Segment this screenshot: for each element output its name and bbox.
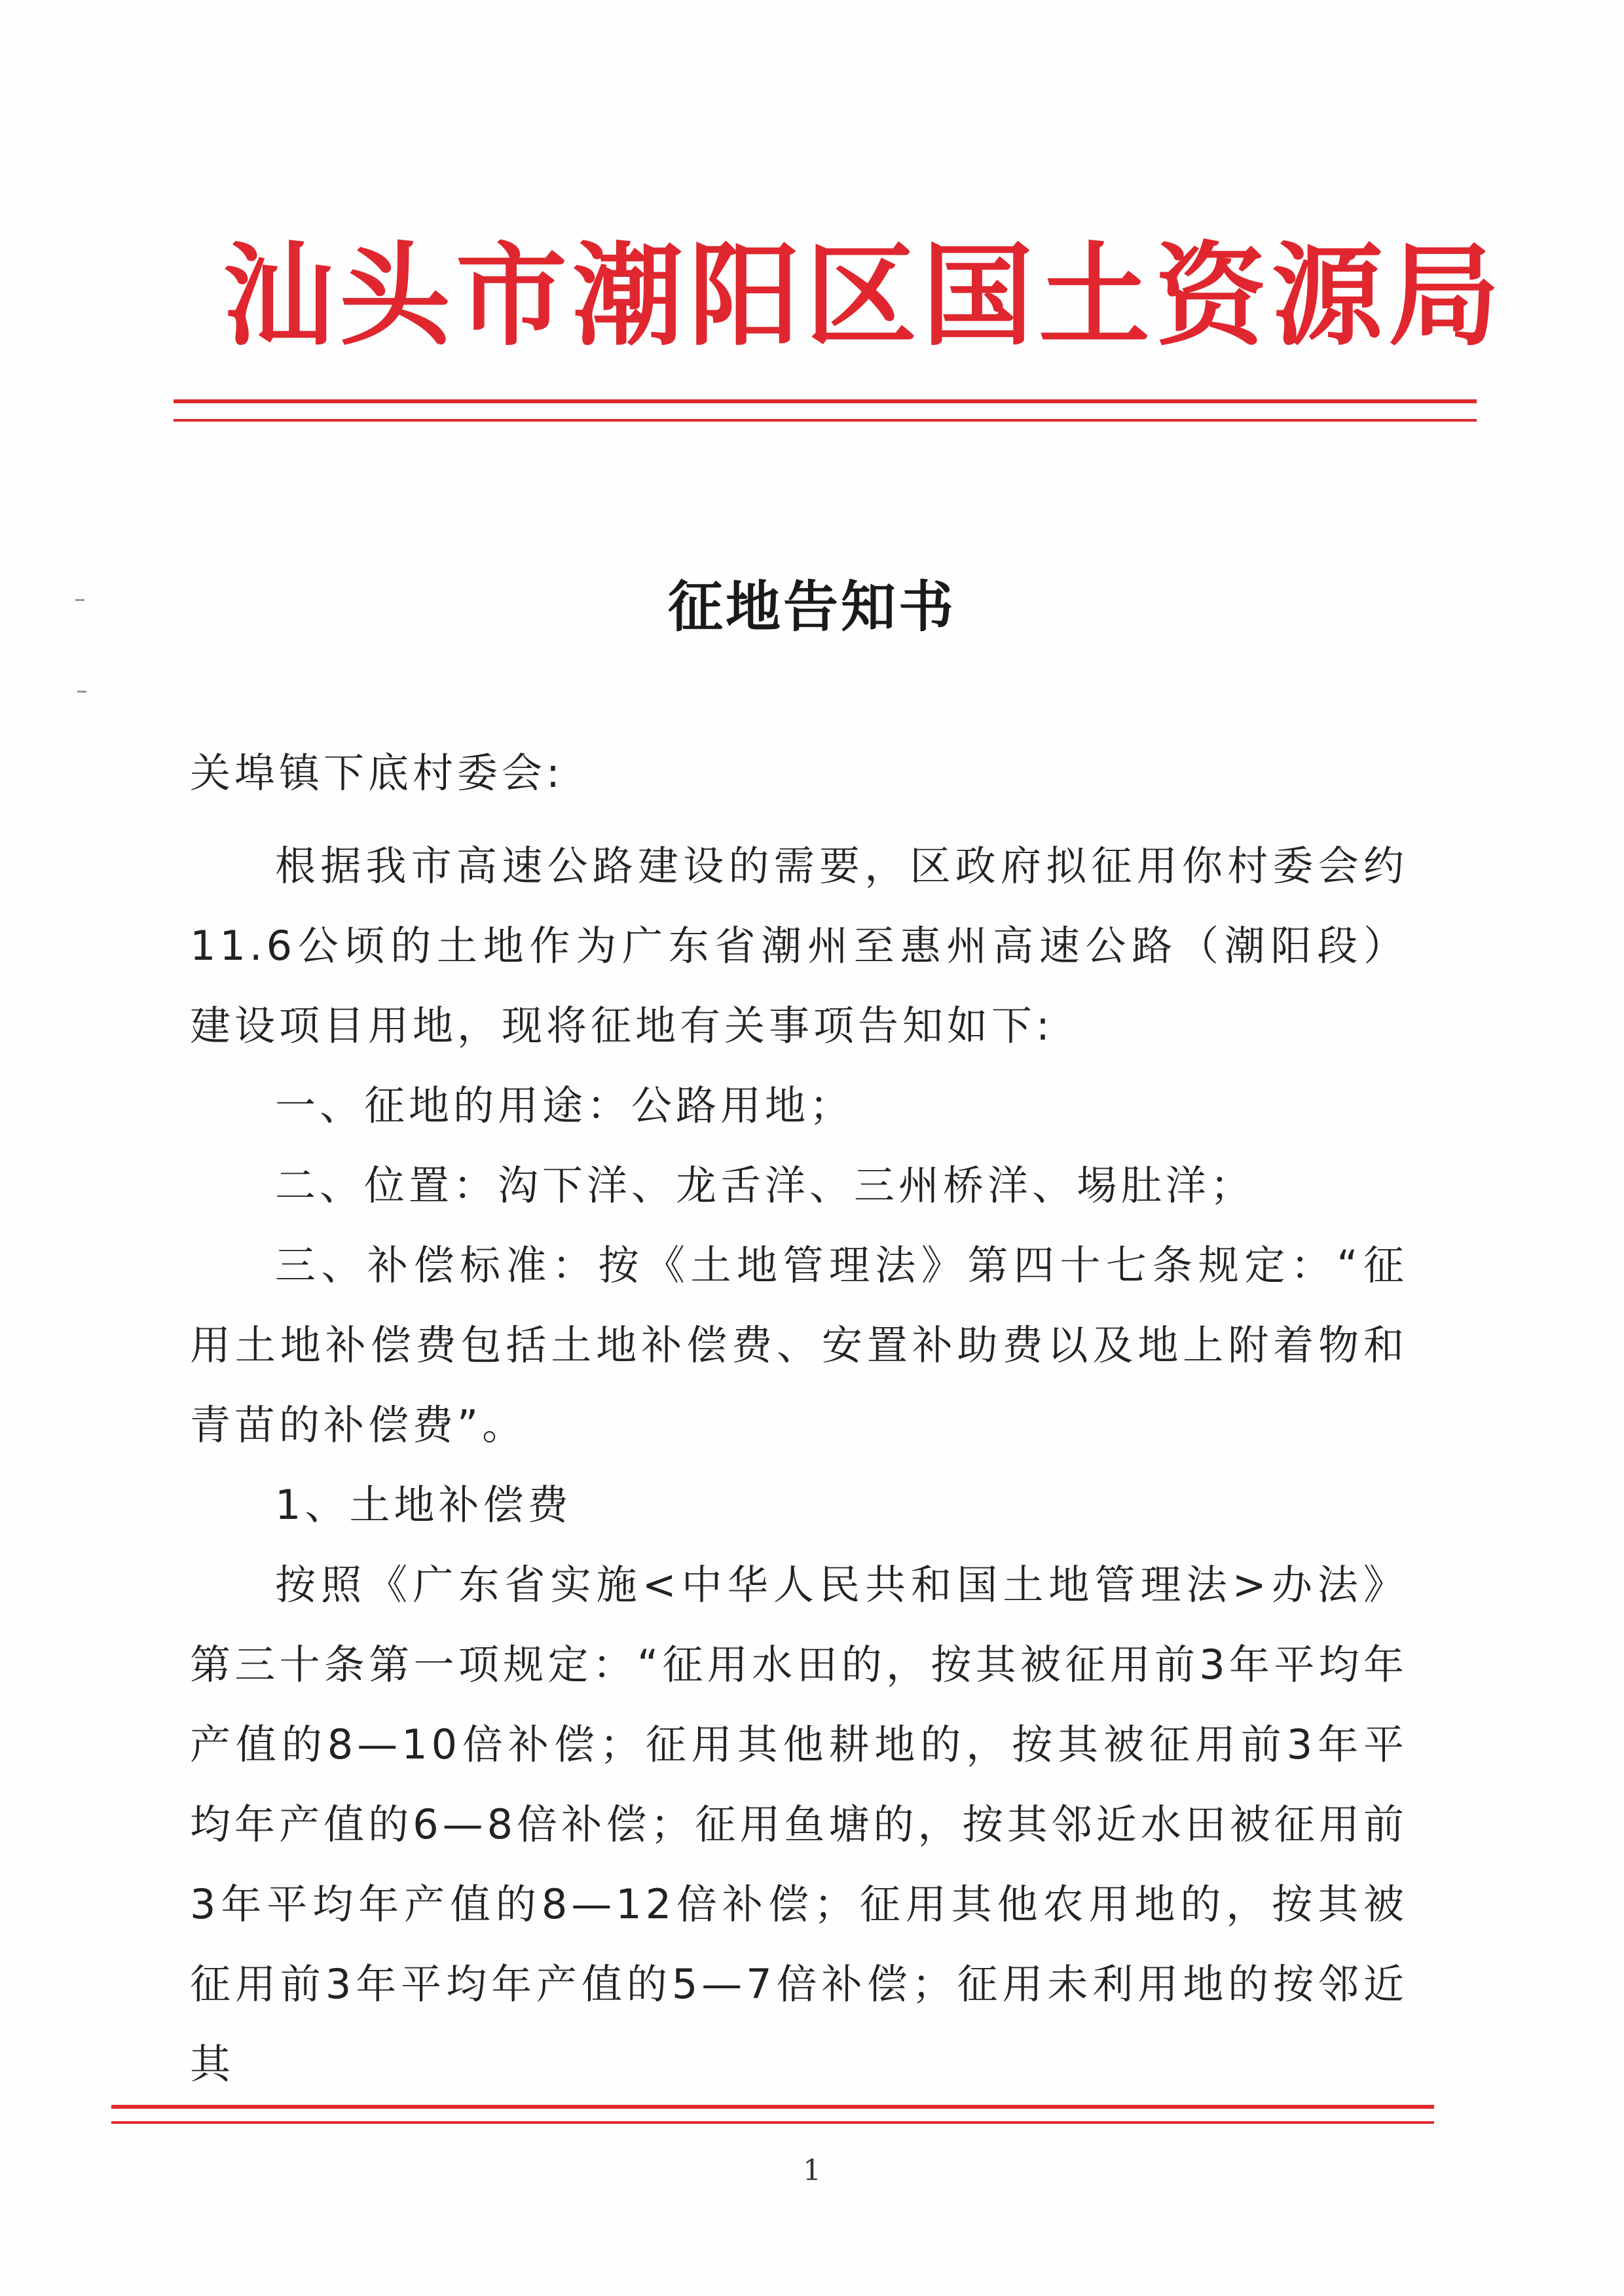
- letterhead-rule-bottom: [174, 419, 1477, 422]
- document-title: 征地告知书: [667, 574, 956, 639]
- salutation: 关埠镇下底村委会:: [190, 749, 564, 797]
- footer-rule-bottom: [111, 2121, 1434, 2124]
- paragraph-compensation-standard: 三、补偿标准：按《土地管理法》第四十七条规定：“征用土地补偿费包括土地补偿费、安置补助费以及地上附着物和青苗的补偿费”。: [190, 1241, 1408, 1449]
- paragraph-intro: 根据我市高速公路建设的需要，区政府拟征用你村委会约11.6公顷的土地作为广东省潮州至惠州高速公路（潮阳段）建设项目用地，现将征地有关事项告知如下:: [190, 842, 1408, 1049]
- paragraph-land-compensation-detail: 按照《广东省实施<中华人民共和国土地管理法>办法》第三十条第一项规定：“征用水田的，按其被征用前3年平均年产值的8—10倍补偿；征用其他耕地的，按其被征用前3年平均年产值的6—8倍补偿；征用鱼塘的，按其邻近水田被征用前3年平均年产值的8—12倍补偿；征用其他农用地的，按其被征用前3年平均年产值的5—7倍补偿；征用未利用地的按邻近其: [190, 1561, 1408, 2088]
- margin-mark: [77, 691, 86, 693]
- paragraph-location: 二、位置：沟下洋、龙舌洋、三州桥洋、埸肚洋；: [275, 1161, 1255, 1209]
- letterhead-rule-top: [174, 399, 1477, 403]
- paragraph-land-compensation-heading: 1、土地补偿费: [275, 1481, 572, 1529]
- page-number: 1: [803, 2154, 821, 2187]
- letterhead-title: 汕头市潮阳区国土资源局: [223, 230, 1505, 361]
- footer-rule-top: [111, 2105, 1434, 2109]
- paragraph-purpose: 一、征地的用途：公路用地；: [275, 1082, 855, 1129]
- document-body: [190, 733, 1408, 2104]
